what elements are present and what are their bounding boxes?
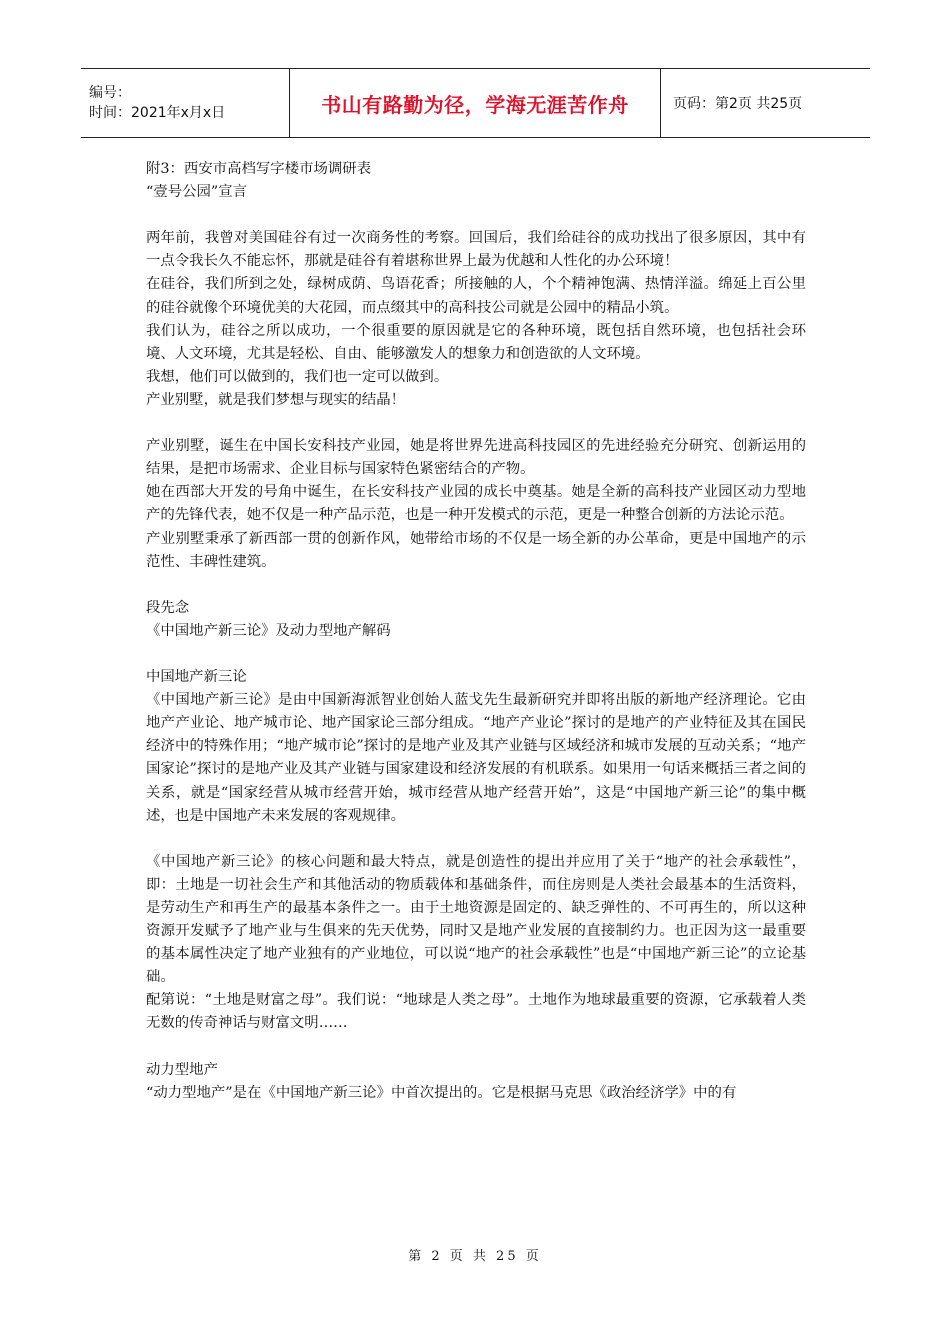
page-footer (0, 1245, 950, 1264)
blank-line (146, 412, 806, 435)
body-paragraph: 我们认为，硅谷之所以成功，一个很重要的原因就是它的各种环境，既包括自然环境，也包括社会环境、人文环境，尤其是轻松、自由、能够激发人的想象力和创造欲的人文环境。 (146, 322, 806, 362)
blank-line (146, 574, 806, 597)
body-paragraph: 《中国地产新三论》的核心问题和最大特点，就是创造性的提出并应用了关于“地产的社会承载性”，即：土地是一切社会生产和其他活动的物质载体和基础条件，而住房则是人类社会最基本的生活资料，是劳动生产和再生产的最基本条件之一。由于土地资源是固定的、缺乏弹性的、不可再生的，所以这种资源开发赋予了地产业与生俱来的先天优势，同时又是地产业发展的直接制约力。也正因为这一最重要的基本属性决定了地产业独有的产业地位，可以说“地产的社会承载性”也是“中国地产新三论”的立论基础。 (146, 853, 806, 986)
blank-line (146, 828, 806, 851)
body-paragraph: “动力型地产”是在《中国地产新三论》中首次提出的。它是根据马克思《政治经济学》中的有 (146, 1084, 737, 1101)
body-paragraph: 配第说：“土地是财富之母”。我们说：“地球是人类之母”。土地作为地球最重要的资源，它承载着人类无数的传奇神话与财富文明…… (146, 992, 806, 1032)
body-paragraph: 动力型地产 (146, 1061, 218, 1078)
document-number-label: 编号： (89, 85, 131, 101)
body-paragraph: 我想，他们可以做到的，我们也一定可以做到。 (146, 368, 449, 385)
body-paragraph: 在硅谷，我们所到之处，绿树成荫、鸟语花香；所接触的人，个个精神饱满、热情洋溢。绵延上百公里的硅谷就像个环境优美的大花园，而点缀其中的高科技公司就是公园中的精品小筑。 (146, 276, 806, 316)
blank-line (146, 643, 806, 666)
header-page-info (661, 69, 870, 137)
body-paragraph: “壹号公园”宣言 (146, 184, 248, 201)
body-paragraph: 附3：西安市高档写字楼市场调研表 (146, 161, 372, 177)
blank-line (146, 1036, 806, 1059)
body-paragraph: 《中国地产新三论》及动力型地产解码 (146, 622, 391, 639)
body-paragraph: 中国地产新三论 (146, 669, 247, 686)
document-date: 时间：2021年x月x日 (89, 105, 226, 121)
body-paragraph: 产业别墅，就是我们梦想与现实的结晶！ (146, 391, 406, 408)
blank-line (146, 204, 806, 227)
body-paragraph: 段先念 (146, 599, 190, 616)
header-motto (290, 69, 661, 137)
page-header (81, 68, 870, 138)
document-body (146, 158, 806, 1105)
body-paragraph: 两年前，我曾对美国硅谷有过一次商务性的考察。回国后，我们给硅谷的成功找出了很多原因，其中有一点令我长久不能忘怀，那就是硅谷有着堪称世界上最为优越和人性化的办公环境！ (146, 230, 806, 270)
page-info-text: 页码：第2页 共25页 (673, 96, 803, 112)
body-paragraph: 产业别墅秉承了新西部一贯的创新作风，她带给市场的不仅是一场全新的办公革命，更是中国地产的示范性、丰碑性建筑。 (146, 530, 806, 570)
motto-text: 书山有路勤为径，学海无涯苦作舟 (321, 92, 629, 117)
body-paragraph: 她在西部大开发的号角中诞生，在长安科技产业园的成长中奠基。她是全新的高科技产业园区动力型地产的先锋代表，她不仅是一种产品示范，也是一种开发模式的示范，更是一种整合创新的方法论示范。 (146, 484, 806, 524)
body-paragraph: 产业别墅，诞生在中国长安科技产业园，她是将世界先进高科技园区的先进经验充分研究、创新运用的结果，是把市场需求、企业目标与国家特色紧密结合的产物。 (146, 438, 806, 478)
header-meta (81, 69, 290, 137)
body-paragraph: 《中国地产新三论》是由中国新海派智业创始人蓝戈先生最新研究并即将出版的新地产经济理论。它由地产产业论、地产城市论、地产国家论三部分组成。“地产产业论”探讨的是地产的产业特征及其在国民经济中的特殊作用；“地产城市论”探讨的是地产业及其产业链与区域经济和城市发展的互动关系；“地产国家论”探讨的是地产业及其产业链与国家建设和经济发展的有机联系。如果用一句话来概括三者之间的关系，就是“国家经营从城市经营开始，城市经营从地产经营开始”，这是“中国地产新三论”的集中概述，也是中国地产未来发展的客观规律。 (146, 692, 806, 824)
footer-page-number: 第 2 页 共 25 页 (408, 1249, 542, 1264)
